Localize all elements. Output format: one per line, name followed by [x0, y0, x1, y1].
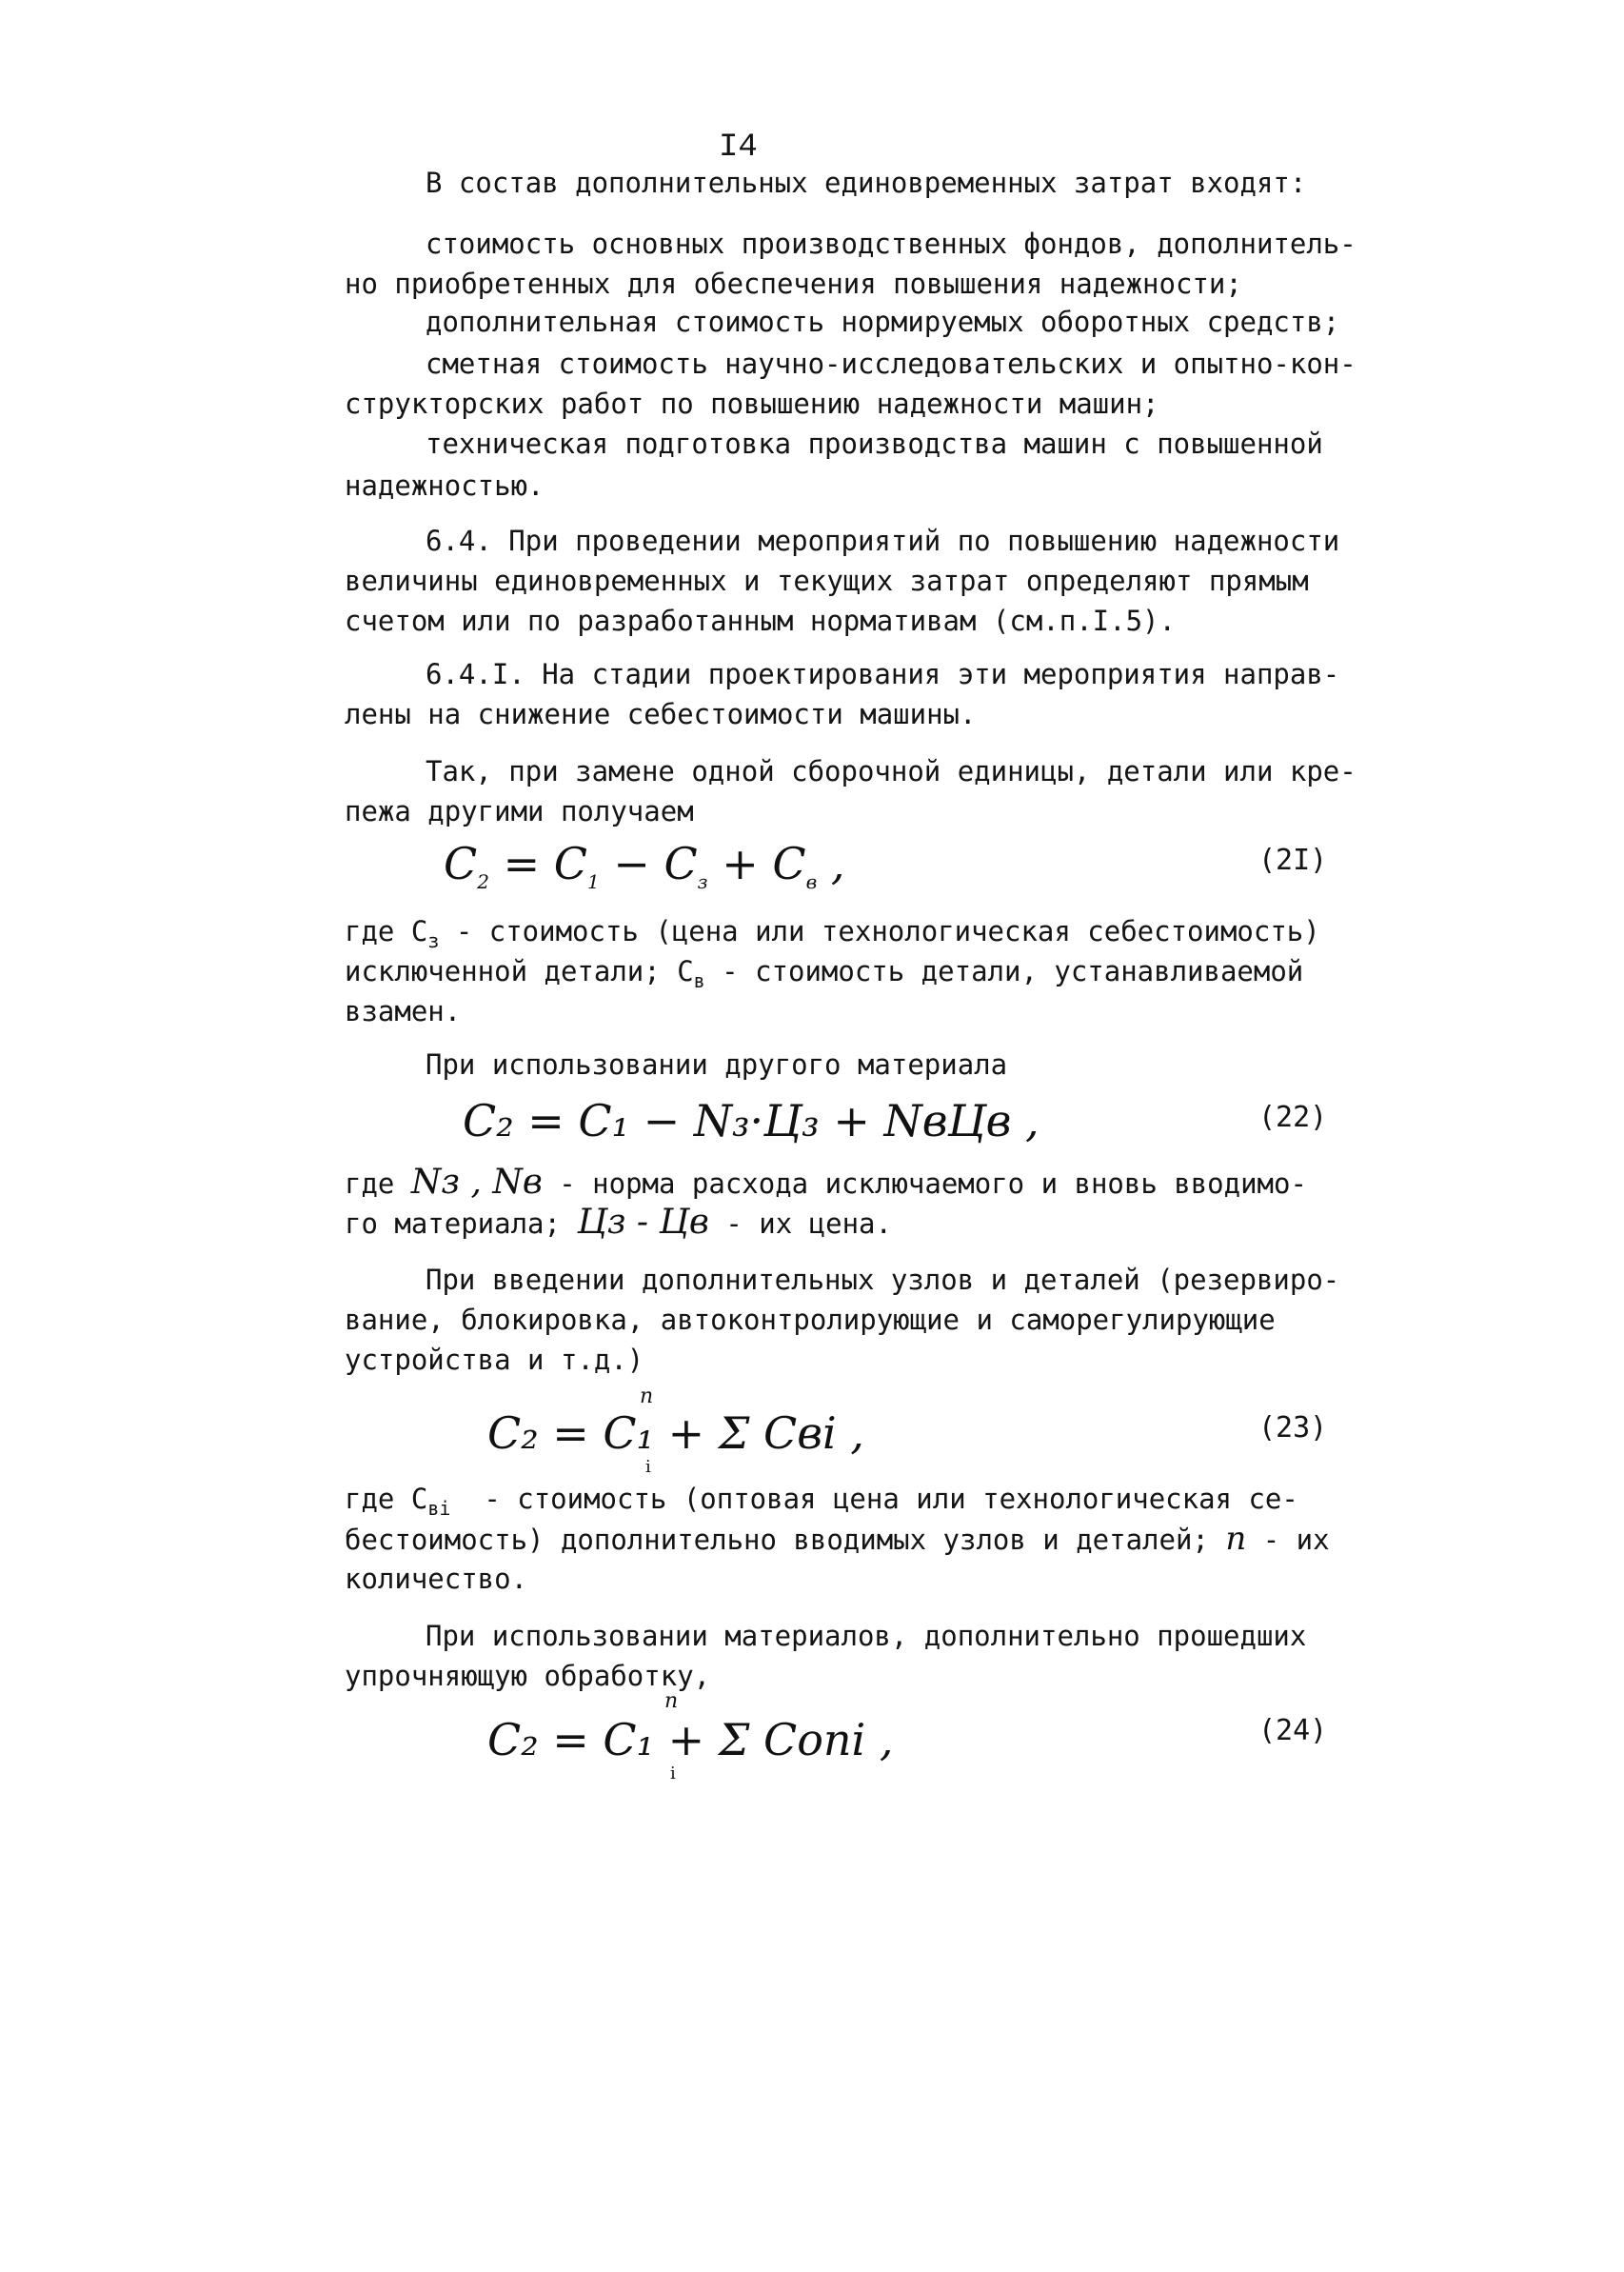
- text-line-9: 6.4. При проведении мероприятий по повышению надежности: [426, 525, 1340, 557]
- text-line-17: исключенной детали; $С_в$ - стоимость детали, устанавливаемой: [345, 955, 1304, 992]
- n-symbol: n: [1225, 1520, 1247, 1558]
- text-line-29: упрочняющую обработку,: [345, 1660, 711, 1692]
- equation-number-24: (24): [1258, 1714, 1328, 1747]
- formula-21: $C_2 = C_1 - C_з + C_в$ ,: [444, 838, 845, 894]
- c-vars: Цз - Цв: [577, 1203, 709, 1242]
- text-line-7: техническая подготовка производства машин с повышенной: [426, 428, 1323, 460]
- equation-number-21: (2I): [1258, 844, 1328, 877]
- text-line-3: но приобретенных для обеспечения повышения надежности;: [345, 268, 1242, 300]
- text-line-11: счетом или по разработанным нормативам (см.п.I.5).: [345, 605, 1176, 637]
- formula-24: C₂ = C₁ + Σ Cопi ,: [487, 1714, 894, 1765]
- text-line-25: где $С_{вi}$ - стоимость (оптовая цена или технологическая се-: [345, 1483, 1298, 1520]
- text-line-6: структорских работ по повышению надежности машин;: [345, 388, 1159, 420]
- text-line-19: При использовании другого материала: [426, 1048, 1008, 1081]
- text-line-5: сметная стоимость научно-исследовательских и опытно-кон-: [426, 348, 1357, 380]
- n-vars: Nз , Nв: [410, 1163, 543, 1202]
- text-line-20: где Nз , Nв - норма расхода исключаемого и вновь вводимо-: [345, 1163, 1307, 1202]
- sum-lower-limit-24: i: [670, 1764, 676, 1784]
- text-line-23: вание, блокировка, автоконтролирующие и саморегулирующие: [345, 1304, 1276, 1336]
- equation-number-23: (23): [1258, 1411, 1328, 1445]
- text-line-13: лены на снижение себестоимости машины.: [345, 698, 977, 730]
- text-line-15: пежа другими получаем: [345, 795, 694, 827]
- sum-upper-limit-24: n: [664, 1689, 679, 1713]
- text-line-1: В состав дополнительных единовременных затрат входят:: [426, 167, 1307, 199]
- sum-lower-limit-23: i: [645, 1457, 651, 1477]
- text-line-28: При использовании материалов, дополнительно прошедших: [426, 1620, 1307, 1652]
- text-line-18: взамен.: [345, 995, 462, 1027]
- page-number: I4: [719, 130, 758, 166]
- text-line-10: величины единовременных и текущих затрат определяют прямым: [345, 565, 1309, 597]
- text-line-4: дополнительная стоимость нормируемых оборотных средств;: [426, 306, 1340, 338]
- text-line-16: где $С_з$ - стоимость (цена или технологическая себестоимость): [345, 915, 1320, 952]
- text-line-14: Так, при замене одной сборочной единицы, детали или кре-: [426, 755, 1357, 787]
- text-line-8: надежностью.: [345, 469, 545, 502]
- text-line-24: устройства и т.д.): [345, 1344, 644, 1376]
- text-line-26: бестоимость) дополнительно вводимых узлов и деталей; n - их: [345, 1520, 1330, 1558]
- equation-number-22: (22): [1258, 1101, 1328, 1134]
- text-line-27: количество.: [345, 1563, 528, 1595]
- text-line-2: стоимость основных производственных фондов, дополнитель-: [426, 228, 1357, 260]
- formula-23: C₂ = C₁ + Σ Cвi ,: [487, 1407, 864, 1459]
- text-line-22: При введении дополнительных узлов и деталей (резервиро-: [426, 1264, 1340, 1296]
- formula-22: C₂ = C₁ − N₃·Ц₃ + NвЦв ,: [463, 1095, 1040, 1146]
- text-line-21: го материала; Цз - Цв - их цена.: [345, 1203, 892, 1242]
- sum-upper-limit-23: n: [640, 1385, 654, 1408]
- text-line-12: 6.4.I. На стадии проектирования эти мероприятия направ-: [426, 658, 1340, 690]
